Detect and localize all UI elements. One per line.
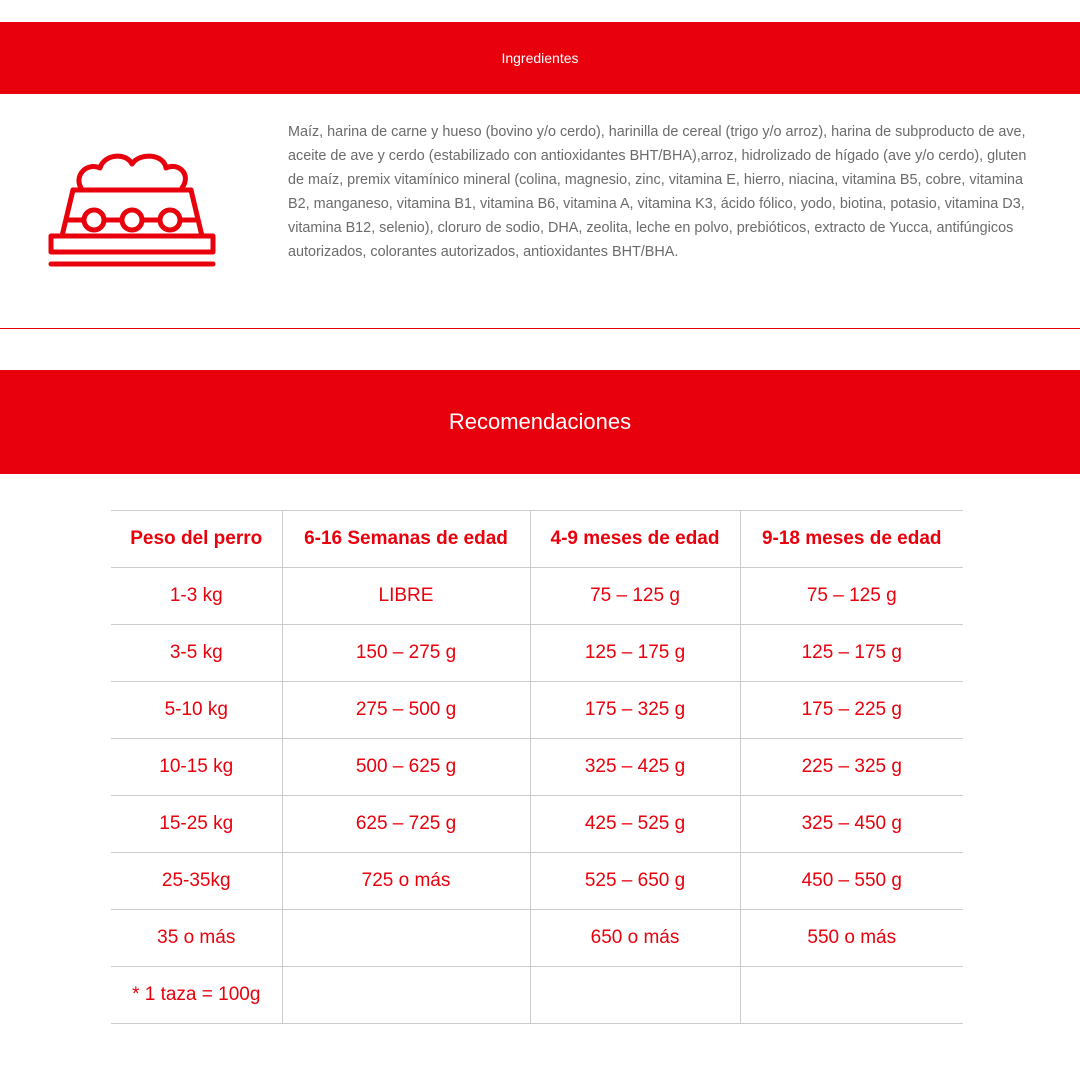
- table-cell: 325 – 425 g: [530, 739, 740, 796]
- table-cell: 425 – 525 g: [530, 796, 740, 853]
- table-cell: 625 – 725 g: [282, 796, 530, 853]
- table-cell: 35 o más: [111, 910, 282, 967]
- header-4-9-months: 4-9 meses de edad: [530, 511, 740, 568]
- feeding-table: [111, 510, 963, 1024]
- table-cell: 225 – 325 g: [740, 739, 963, 796]
- table-cell: 275 – 500 g: [282, 682, 530, 739]
- table-cell: [282, 910, 530, 967]
- table-row: [111, 910, 963, 967]
- table-cell: 175 – 325 g: [530, 682, 740, 739]
- table-cell: 75 – 125 g: [530, 568, 740, 625]
- table-cell: [740, 967, 963, 1024]
- table-row: [111, 796, 963, 853]
- table-cell: 10-15 kg: [111, 739, 282, 796]
- table-cell: LIBRE: [282, 568, 530, 625]
- table-cell: 650 o más: [530, 910, 740, 967]
- table-cell: 175 – 225 g: [740, 682, 963, 739]
- table-row: [111, 682, 963, 739]
- recommendations-title: Recomendaciones: [448, 409, 632, 434]
- table-cell: 125 – 175 g: [530, 625, 740, 682]
- table-cell: 5-10 kg: [111, 682, 282, 739]
- table-header-row: [111, 511, 963, 568]
- header-6-16-weeks: 6-16 Semanas de edad: [282, 511, 530, 568]
- header-dog-weight: Peso del perro: [111, 511, 282, 568]
- table-cell: 75 – 125 g: [740, 568, 963, 625]
- table-cell: 15-25 kg: [111, 796, 282, 853]
- table-cell: 25-35kg: [111, 853, 282, 910]
- recommendations-header: [0, 370, 1080, 474]
- table-cell: [530, 967, 740, 1024]
- table-cell: 325 – 450 g: [740, 796, 963, 853]
- header-9-18-months: 9-18 meses de edad: [740, 511, 963, 568]
- ingredients-title: Ingredientes: [501, 50, 579, 66]
- table-cell: 450 – 550 g: [740, 853, 963, 910]
- table-row: [111, 568, 963, 625]
- table-cell: 725 o más: [282, 853, 530, 910]
- table-cell: 550 o más: [740, 910, 963, 967]
- table-cell: 525 – 650 g: [530, 853, 740, 910]
- table-cell: [282, 967, 530, 1024]
- dog-food-bowl-icon: [48, 150, 216, 270]
- ingredients-header: [0, 22, 1080, 94]
- table-row: [111, 967, 963, 1024]
- table-cell: 150 – 275 g: [282, 625, 530, 682]
- table-cell: 500 – 625 g: [282, 739, 530, 796]
- table-row: [111, 853, 963, 910]
- table-row: [111, 625, 963, 682]
- table-cell: 125 – 175 g: [740, 625, 963, 682]
- ingredients-list-text: Maíz, harina de carne y hueso (bovino y/o cerdo), harinilla de cereal (trigo y/o arroz), harina de subproducto de ave, aceite de ave y cerdo (estabilizado con antioxidantes BHT/BHA),arroz, hidrolizado de hígado (ave y/o cerdo), gluten de maíz, premix vitamínico mineral (colina, magnesio, zinc, vitamina E, hierro, niacina, vitamina B5, cobre, vitamina B2, manganeso, vitamina B1, vitamina B6, vitamina A, vitamina K3, ácido fólico, yodo, biotina, potasio, vitamina D3, vitamina B12, selenio), cloruro de sodio, DHA, zeolita, leche en polvo, prebióticos, extracto de Yucca, antifúngicos autorizados, colorantes autorizados, antioxidantes BHT/BHA.: [288, 124, 1027, 260]
- section-divider: [0, 328, 1080, 329]
- table-cell: 3-5 kg: [111, 625, 282, 682]
- table-row: [111, 739, 963, 796]
- table-cell: 1-3 kg: [111, 568, 282, 625]
- table-cell: * 1 taza = 100g: [111, 967, 282, 1024]
